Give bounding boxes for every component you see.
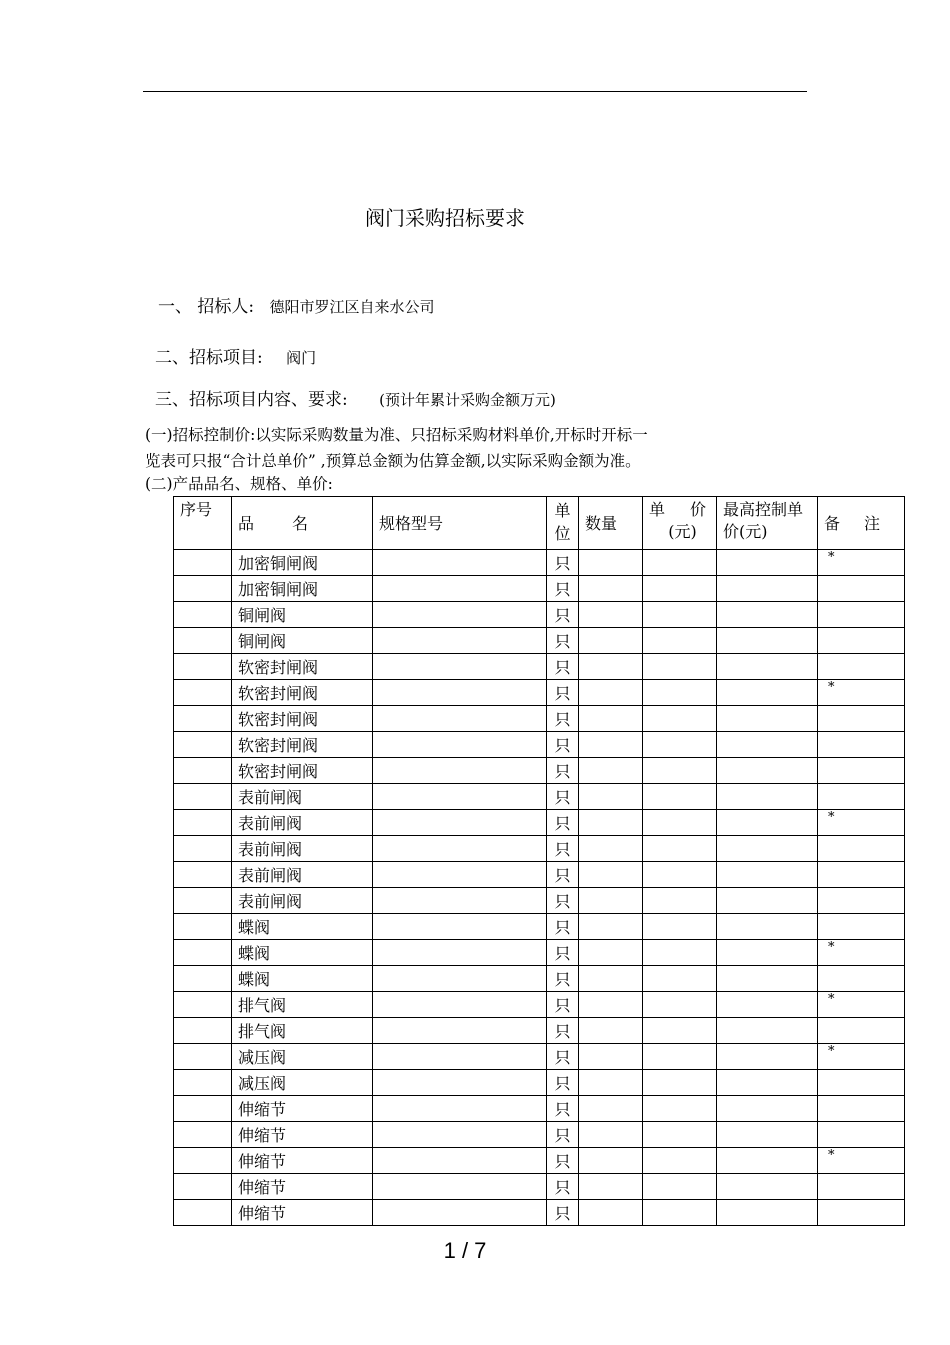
- cell-qty: [579, 732, 643, 758]
- header-remark-part-2: 注: [863, 514, 880, 533]
- cell-price: [643, 576, 717, 602]
- cell-name: 蝶阀: [232, 914, 373, 940]
- cell-max-price: [717, 1122, 818, 1148]
- cell-unit: 只: [547, 784, 579, 810]
- cell-name: 表前闸阀: [232, 888, 373, 914]
- cell-qty: [579, 602, 643, 628]
- cell-name: 蝶阀: [232, 966, 373, 992]
- section-bidder-value: 德阳市罗江区自来水公司: [269, 298, 435, 316]
- cell-unit: 只: [547, 1174, 579, 1200]
- cell-qty: [579, 784, 643, 810]
- cell-spec: [373, 680, 547, 706]
- cell-seq: [174, 758, 232, 784]
- cell-remark: *: [818, 1044, 905, 1070]
- table-row: [174, 706, 905, 732]
- cell-unit: 只: [547, 810, 579, 836]
- cell-remark: [818, 784, 905, 810]
- cell-spec: [373, 1096, 547, 1122]
- cell-spec: [373, 758, 547, 784]
- product-table: [173, 496, 905, 1226]
- cell-name: 减压阀: [232, 1070, 373, 1096]
- cell-qty: [579, 914, 643, 940]
- cell-qty: [579, 1070, 643, 1096]
- header-price-part-2: 价: [689, 500, 706, 519]
- control-price-line-2: 览表可只报“合计总单价” ,预算总金额为估算金额,以实际采购金额为准。: [145, 452, 641, 470]
- section-bidder: [158, 292, 435, 317]
- cell-remark: [818, 706, 905, 732]
- cell-spec: [373, 862, 547, 888]
- cell-spec: [373, 940, 547, 966]
- cell-price: [643, 732, 717, 758]
- cell-max-price: [717, 1096, 818, 1122]
- table-row: [174, 758, 905, 784]
- cell-name: 蝶阀: [232, 940, 373, 966]
- table-row: [174, 1174, 905, 1200]
- cell-max-price: [717, 914, 818, 940]
- cell-spec: [373, 550, 547, 576]
- cell-qty: [579, 680, 643, 706]
- cell-price: [643, 862, 717, 888]
- cell-price: [643, 680, 717, 706]
- section-bidder-label: 一、 招标人:: [158, 297, 255, 317]
- cell-unit: 只: [547, 758, 579, 784]
- cell-qty: [579, 888, 643, 914]
- cell-spec: [373, 966, 547, 992]
- cell-price: [643, 654, 717, 680]
- cell-seq: [174, 810, 232, 836]
- document-title: 阀门采购招标要求: [365, 206, 525, 230]
- table-row: [174, 862, 905, 888]
- section-content-label: 三、招标项目内容、要求:: [155, 390, 348, 410]
- cell-unit: 只: [547, 654, 579, 680]
- cell-spec: [373, 914, 547, 940]
- cell-remark: [818, 966, 905, 992]
- cell-seq: [174, 966, 232, 992]
- cell-unit: 只: [547, 1018, 579, 1044]
- table-row: [174, 940, 905, 966]
- cell-price: [643, 940, 717, 966]
- cell-unit: 只: [547, 680, 579, 706]
- section-content: [155, 385, 556, 410]
- cell-price: [643, 992, 717, 1018]
- cell-remark: [818, 914, 905, 940]
- cell-name: 伸缩节: [232, 1096, 373, 1122]
- cell-spec: [373, 1174, 547, 1200]
- cell-spec: [373, 1018, 547, 1044]
- cell-name: 排气阀: [232, 992, 373, 1018]
- cell-name: 表前闸阀: [232, 784, 373, 810]
- cell-remark: [818, 1070, 905, 1096]
- table-row: [174, 888, 905, 914]
- cell-seq: [174, 1148, 232, 1174]
- cell-seq: [174, 732, 232, 758]
- cell-spec: [373, 1122, 547, 1148]
- table-row: [174, 550, 905, 576]
- cell-price: [643, 1018, 717, 1044]
- cell-spec: [373, 1070, 547, 1096]
- cell-price: [643, 1070, 717, 1096]
- cell-unit: 只: [547, 1148, 579, 1174]
- cell-price: [643, 1044, 717, 1070]
- cell-seq: [174, 550, 232, 576]
- cell-name: 伸缩节: [232, 1174, 373, 1200]
- cell-remark: [818, 628, 905, 654]
- table-row: [174, 680, 905, 706]
- cell-qty: [579, 966, 643, 992]
- cell-name: 减压阀: [232, 1044, 373, 1070]
- table-row: [174, 992, 905, 1018]
- table-row: [174, 836, 905, 862]
- cell-name: 表前闸阀: [232, 810, 373, 836]
- cell-unit: 只: [547, 1200, 579, 1226]
- cell-unit: 只: [547, 732, 579, 758]
- cell-seq: [174, 706, 232, 732]
- header-seq: 序号: [174, 497, 232, 550]
- table-row: [174, 1096, 905, 1122]
- cell-unit: 只: [547, 992, 579, 1018]
- cell-unit: 只: [547, 888, 579, 914]
- cell-unit: 只: [547, 940, 579, 966]
- cell-seq: [174, 992, 232, 1018]
- cell-price: [643, 706, 717, 732]
- cell-price: [643, 784, 717, 810]
- page-number: 1 / 7: [443, 1238, 487, 1263]
- cell-max-price: [717, 1070, 818, 1096]
- cell-qty: [579, 758, 643, 784]
- cell-name: 伸缩节: [232, 1200, 373, 1226]
- cell-remark: [818, 602, 905, 628]
- cell-qty: [579, 654, 643, 680]
- header-name-part-2: 名: [291, 514, 308, 533]
- cell-remark: [818, 888, 905, 914]
- cell-qty: [579, 940, 643, 966]
- header-price-unit: (元): [668, 522, 697, 541]
- cell-unit: 只: [547, 1122, 579, 1148]
- cell-price: [643, 836, 717, 862]
- cell-seq: [174, 914, 232, 940]
- table-row: [174, 576, 905, 602]
- header-name-part-1: 品: [238, 514, 255, 533]
- cell-max-price: [717, 888, 818, 914]
- cell-max-price: [717, 966, 818, 992]
- cell-price: [643, 1174, 717, 1200]
- cell-unit: 只: [547, 966, 579, 992]
- cell-unit: 只: [547, 862, 579, 888]
- cell-seq: [174, 888, 232, 914]
- cell-qty: [579, 1018, 643, 1044]
- cell-spec: [373, 732, 547, 758]
- cell-remark: [818, 1200, 905, 1226]
- cell-max-price: [717, 862, 818, 888]
- cell-name: 伸缩节: [232, 1148, 373, 1174]
- cell-remark: [818, 732, 905, 758]
- cell-price: [643, 966, 717, 992]
- cell-remark: *: [818, 810, 905, 836]
- cell-remark: [818, 836, 905, 862]
- cell-max-price: [717, 706, 818, 732]
- cell-remark: *: [818, 1148, 905, 1174]
- table-row: [174, 784, 905, 810]
- header-name: [232, 497, 373, 550]
- cell-max-price: [717, 992, 818, 1018]
- cell-qty: [579, 628, 643, 654]
- cell-remark: [818, 576, 905, 602]
- cell-seq: [174, 1174, 232, 1200]
- cell-price: [643, 1148, 717, 1174]
- cell-spec: [373, 888, 547, 914]
- section-project-label: 二、招标项目:: [155, 348, 263, 368]
- cell-unit: 只: [547, 914, 579, 940]
- table-header-row: [174, 497, 905, 550]
- header-price-part-1: 单: [649, 500, 666, 519]
- header-max-price: 最高控制单价(元): [717, 497, 818, 550]
- header-qty: 数量: [579, 497, 643, 550]
- cell-max-price: [717, 1018, 818, 1044]
- cell-seq: [174, 1018, 232, 1044]
- cell-seq: [174, 602, 232, 628]
- cell-max-price: [717, 810, 818, 836]
- cell-unit: 只: [547, 1070, 579, 1096]
- cell-remark: [818, 1122, 905, 1148]
- cell-price: [643, 758, 717, 784]
- cell-remark: [818, 862, 905, 888]
- cell-spec: [373, 1148, 547, 1174]
- cell-remark: *: [818, 550, 905, 576]
- cell-qty: [579, 550, 643, 576]
- cell-price: [643, 550, 717, 576]
- cell-name: 加密铜闸阀: [232, 550, 373, 576]
- header-price: [643, 497, 717, 550]
- cell-seq: [174, 940, 232, 966]
- cell-name: 伸缩节: [232, 1122, 373, 1148]
- cell-max-price: [717, 732, 818, 758]
- table-row: [174, 1070, 905, 1096]
- cell-price: [643, 602, 717, 628]
- cell-price: [643, 1200, 717, 1226]
- section-content-note: (预计年累计采购金额万元): [379, 391, 556, 409]
- cell-unit: 只: [547, 576, 579, 602]
- cell-unit: 只: [547, 1044, 579, 1070]
- cell-price: [643, 888, 717, 914]
- cell-unit: 只: [547, 628, 579, 654]
- table-row: [174, 1200, 905, 1226]
- cell-max-price: [717, 1148, 818, 1174]
- cell-spec: [373, 836, 547, 862]
- cell-spec: [373, 1200, 547, 1226]
- table-row: [174, 732, 905, 758]
- cell-unit: 只: [547, 1096, 579, 1122]
- cell-name: 加密铜闸阀: [232, 576, 373, 602]
- cell-remark: *: [818, 992, 905, 1018]
- cell-max-price: [717, 602, 818, 628]
- cell-seq: [174, 680, 232, 706]
- cell-remark: [818, 1174, 905, 1200]
- cell-qty: [579, 1122, 643, 1148]
- cell-max-price: [717, 1174, 818, 1200]
- table-row: [174, 1044, 905, 1070]
- cell-seq: [174, 1070, 232, 1096]
- cell-max-price: [717, 628, 818, 654]
- cell-max-price: [717, 940, 818, 966]
- cell-max-price: [717, 576, 818, 602]
- cell-max-price: [717, 1200, 818, 1226]
- cell-price: [643, 810, 717, 836]
- cell-qty: [579, 862, 643, 888]
- cell-max-price: [717, 654, 818, 680]
- cell-max-price: [717, 680, 818, 706]
- cell-remark: [818, 654, 905, 680]
- cell-max-price: [717, 836, 818, 862]
- cell-name: 排气阀: [232, 1018, 373, 1044]
- cell-max-price: [717, 1044, 818, 1070]
- cell-seq: [174, 576, 232, 602]
- cell-qty: [579, 1200, 643, 1226]
- cell-max-price: [717, 550, 818, 576]
- product-list-heading: (二)产品品名、规格、单价:: [145, 475, 333, 493]
- cell-name: 软密封闸阀: [232, 706, 373, 732]
- cell-remark: *: [818, 940, 905, 966]
- cell-spec: [373, 784, 547, 810]
- header-unit: 单位: [547, 497, 579, 550]
- header-spec: 规格型号: [373, 497, 547, 550]
- cell-price: [643, 1122, 717, 1148]
- cell-seq: [174, 836, 232, 862]
- cell-seq: [174, 654, 232, 680]
- table-row: [174, 602, 905, 628]
- cell-unit: 只: [547, 706, 579, 732]
- cell-name: 软密封闸阀: [232, 732, 373, 758]
- cell-unit: 只: [547, 836, 579, 862]
- table-row: [174, 1018, 905, 1044]
- table-row: [174, 1148, 905, 1174]
- cell-price: [643, 914, 717, 940]
- cell-qty: [579, 1148, 643, 1174]
- cell-spec: [373, 628, 547, 654]
- control-price-line-1: (一)招标控制价:以实际采购数量为准、只招标采购材料单价,开标时开标一: [145, 426, 648, 444]
- cell-spec: [373, 654, 547, 680]
- cell-qty: [579, 810, 643, 836]
- cell-name: 软密封闸阀: [232, 758, 373, 784]
- cell-qty: [579, 1096, 643, 1122]
- cell-remark: [818, 1018, 905, 1044]
- section-project-value: 阀门: [286, 349, 317, 367]
- cell-qty: [579, 706, 643, 732]
- header-remark-part-1: 备: [824, 514, 841, 533]
- cell-seq: [174, 784, 232, 810]
- table-row: [174, 914, 905, 940]
- cell-name: 表前闸阀: [232, 836, 373, 862]
- cell-spec: [373, 810, 547, 836]
- cell-name: 软密封闸阀: [232, 680, 373, 706]
- section-project: [155, 343, 316, 368]
- cell-qty: [579, 1174, 643, 1200]
- cell-name: 软密封闸阀: [232, 654, 373, 680]
- cell-spec: [373, 1044, 547, 1070]
- header-remark: [818, 497, 905, 550]
- cell-name: 铜闸阀: [232, 628, 373, 654]
- cell-max-price: [717, 758, 818, 784]
- cell-remark: [818, 758, 905, 784]
- table-row: [174, 1122, 905, 1148]
- cell-spec: [373, 706, 547, 732]
- cell-seq: [174, 862, 232, 888]
- cell-qty: [579, 836, 643, 862]
- cell-seq: [174, 1200, 232, 1226]
- cell-remark: *: [818, 680, 905, 706]
- table-row: [174, 966, 905, 992]
- cell-max-price: [717, 784, 818, 810]
- cell-spec: [373, 576, 547, 602]
- cell-unit: 只: [547, 602, 579, 628]
- cell-name: 表前闸阀: [232, 862, 373, 888]
- cell-remark: [818, 1096, 905, 1122]
- table-row: [174, 654, 905, 680]
- cell-seq: [174, 628, 232, 654]
- table-row: [174, 628, 905, 654]
- table-row: [174, 810, 905, 836]
- cell-qty: [579, 576, 643, 602]
- cell-name: 铜闸阀: [232, 602, 373, 628]
- cell-price: [643, 1096, 717, 1122]
- cell-unit: 只: [547, 550, 579, 576]
- header-rule: [143, 91, 807, 92]
- cell-seq: [174, 1044, 232, 1070]
- cell-price: [643, 628, 717, 654]
- cell-seq: [174, 1096, 232, 1122]
- cell-qty: [579, 1044, 643, 1070]
- cell-seq: [174, 1122, 232, 1148]
- cell-spec: [373, 992, 547, 1018]
- cell-spec: [373, 602, 547, 628]
- cell-qty: [579, 992, 643, 1018]
